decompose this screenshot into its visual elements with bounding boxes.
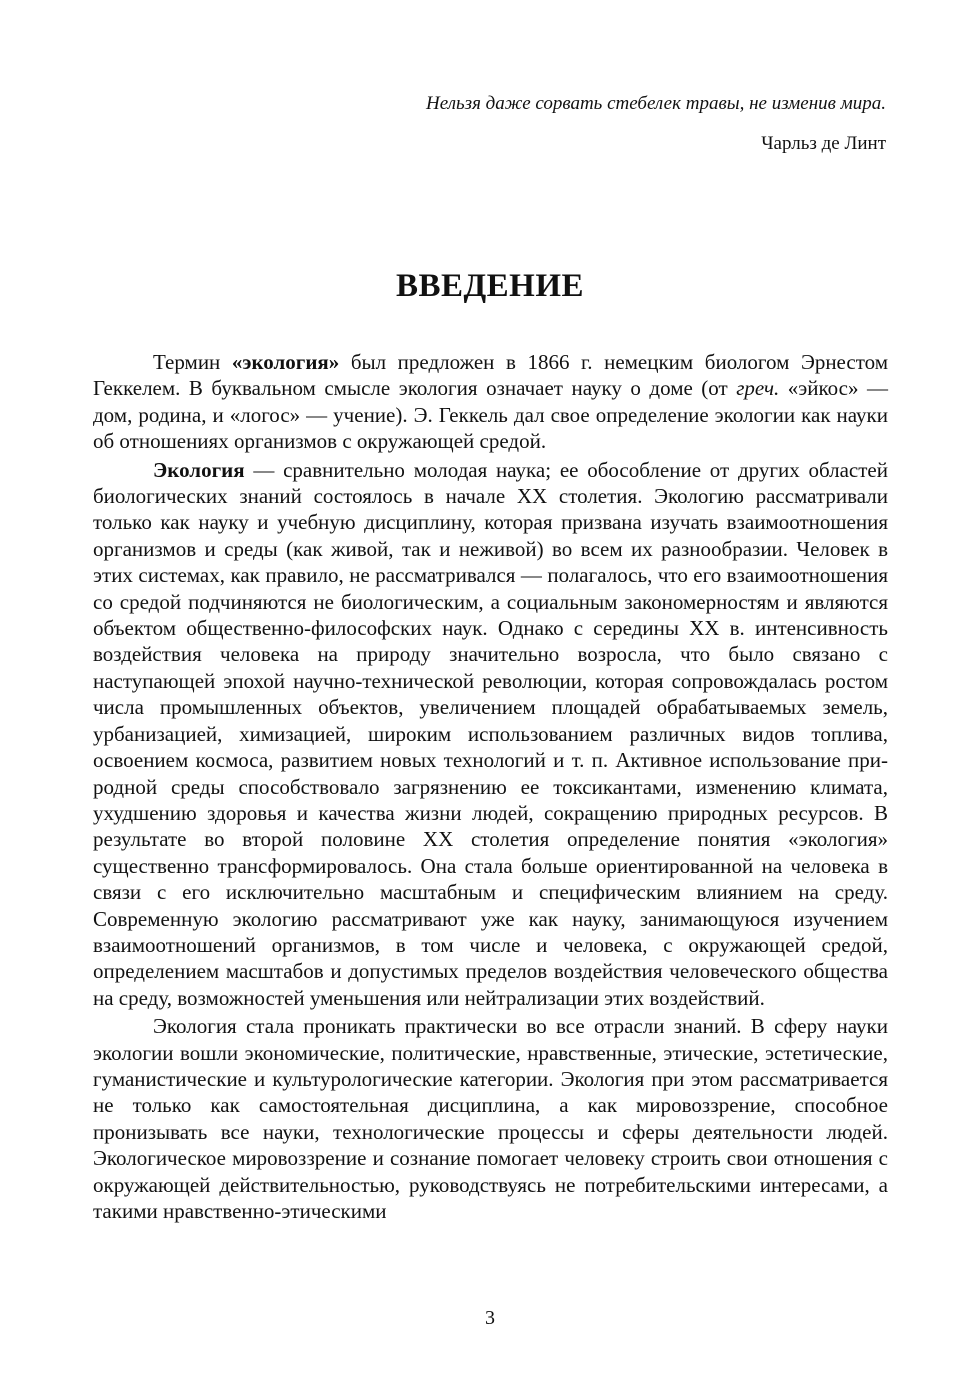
paragraph-2	[93, 457, 888, 1012]
paragraph-3	[93, 1013, 888, 1224]
epigraph-author: Чарльз де Линт	[761, 133, 886, 154]
term-ecology: Экология	[153, 457, 245, 482]
term-ecology-quoted: «экология»	[231, 350, 340, 374]
abbrev-greek: греч.	[736, 376, 780, 401]
page-number: 3	[485, 1307, 495, 1329]
paragraph-3-text: Экология стала проникать практически во все отрасли знаний. В сферу науки экологии вошли экономические, политические, нравственные, этические, эстетические, гуманистические и культурологические категории. Экология при этом рассматривается не только как самостоятельная дисциплина, а как мировоззрение, способное пронизывать все науки, технологические процессы и сферы деятельности людей. Экологическое мировоззрение и сознание помогает человеку строить свои отношения с окружающей действительностью, руководствуясь не потребительскими интересами, а такими нравственно-этическими	[93, 1014, 888, 1223]
body-text	[93, 349, 888, 1224]
epigraph	[186, 90, 886, 158]
paragraph-1-lead: Термин	[153, 350, 232, 374]
chapter-title: ВВЕДЕНИЕ	[395, 268, 585, 304]
paragraph-1	[93, 349, 888, 455]
paragraph-2-text: — сравнительно молодая наука; ее обособление от других областей биологических знаний состоялось в начале XX столетия. Экологию рассматривали только как науку и учебную дисциплину, которая призвана изучать взаимоотношения организмов и среды (как живой, так и неживой) во всем их разнообразии. Человек в этих системах, как правило, не рассматривался — полагалось, что его взаимоотношения со средой подчиняются не биологическим, а социальным закономерностям и являются объектом общественно-философских наук. Однако с середины XX в. интенсивность воздействия человека на природу значительно возросла, что было связано с наступающей эпохой научно-технической революции, которая сопровождалась ростом числа промышленных объектов, увеличением площадей обрабатываемых земель, урбанизацией, химизацией, широким использованием различных видов топлива, освоением космоса, развитием новых технологий и т. п. Активное использование природной среды способствовало загрязнению ее токсикантами, изменению климата, ухудшению здоровья и качества жизни людей, сокращению природных ресурсов. В результате во второй половине XX столетия определение понятия «экология» существенно трансформировалось. Она стала больше ориентированной на человека в связи с его исключительно масштабным и специфическим влиянием на среду. Современную экологию рассматривают уже как науку, занимающуюся изучением взаимоотношений организмов, в том числе и человека, с окружающей средой, определением масштабов и допустимых пределов воздействия человеческого общества на среду, возможностей уменьшения или нейтрализации этих воздействий.	[93, 457, 888, 1010]
paragraph-1-text-b: «эйкос» — дом, родина, и «логос» — учение). Э. Геккель дал свое определение экологии как науки об отношениях организмов с окружающей средой.	[93, 376, 888, 454]
epigraph-quote: Нельзя даже сорвать стебелек травы, не изменив мира.	[426, 93, 886, 114]
paragraph-1-text-a: был предложен в 1866 г. немецким биологом Эрнестом Геккелем. В буквальном смысле экология означает науку о доме (от	[93, 350, 889, 401]
